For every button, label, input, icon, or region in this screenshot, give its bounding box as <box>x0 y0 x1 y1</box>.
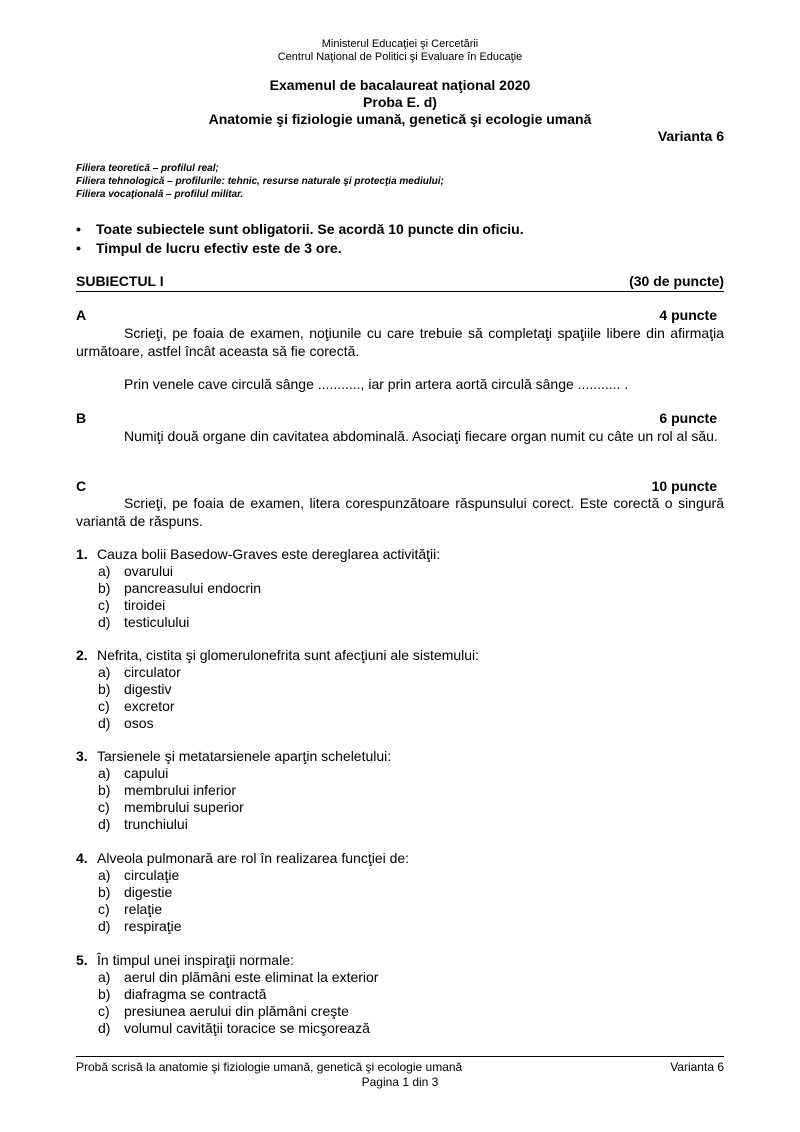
question-1 <box>76 546 440 631</box>
footer-left: Probă scrisă la anatomie şi fiziologie umană, genetică şi ecologie umană <box>76 1060 463 1074</box>
filiera-line: Filiera tehnologică – profilurile: tehnic, resurse naturale şi protecţia mediului; <box>76 176 444 187</box>
answer-option: a) ovarului <box>98 563 174 579</box>
question-number: 1. <box>76 546 88 562</box>
filiera-line: Filiera teoretică – profilul real; <box>76 163 219 174</box>
exam-title: Examenul de bacalaureat naţional 2020 <box>269 77 531 93</box>
question-text: Tarsienele şi metatarsienele aparţin scheletului: <box>97 748 392 764</box>
answer-option: a) aerul din plămâni este eliminat la exterior <box>98 969 379 985</box>
subject-title: Anatomie şi fiziologie umană, genetică şi ecologie umană <box>208 111 592 127</box>
answer-option: b) pancreasului endocrin <box>98 580 261 596</box>
question-3 <box>76 748 391 833</box>
section-c-text: Scrieţi, pe foaia de examen, litera corespunzătoare răspunsului corect. Este corectă o singură variantă de răspuns. <box>76 495 724 529</box>
bullet-icon: • <box>76 221 81 237</box>
instruction-item <box>76 239 524 258</box>
section-b-text: Numiţi două organe din cavitatea abdominală. Asociaţi fiecare organ numit cu câte un rol al său. <box>124 428 718 444</box>
ministry-name: Ministerul Educaţiei şi Cercetării <box>321 38 479 50</box>
answer-option: b) digestiv <box>98 681 172 697</box>
proba-title: Proba E. d) <box>363 94 437 110</box>
center-name: Centrul Naţional de Politici şi Evaluare în Educaţie <box>277 51 523 63</box>
section-c-points: 10 puncte <box>651 478 717 494</box>
answer-option: a) circulator <box>98 664 181 680</box>
answer-option: d) testiculului <box>98 614 190 630</box>
question-text: Nefrita, cistita şi glomerulonefrita sunt afecţiuni ale sistemului: <box>97 647 480 663</box>
subject-heading <box>76 273 724 292</box>
answer-option: c) excretor <box>98 698 175 714</box>
variant-label: Varianta 6 <box>657 128 724 144</box>
question-number: 4. <box>76 850 88 866</box>
page-number: Pagina 1 din 3 <box>361 1075 439 1089</box>
answer-option: c) tiroidei <box>98 597 166 613</box>
question-number: 5. <box>76 952 88 968</box>
question-text: Cauza bolii Basedow-Graves este dereglarea activităţii: <box>97 546 441 562</box>
instruction-text: Timpul de lucru efectiv este de 3 ore. <box>96 240 342 256</box>
answer-option: a) circulaţie <box>98 867 180 883</box>
answer-option: b) digestie <box>98 884 173 900</box>
question-text: În timpul unei inspiraţii normale: <box>97 952 294 968</box>
section-a-letter: A <box>76 307 87 323</box>
question-text: Alveola pulmonară are rol în realizarea funcţiei de: <box>97 850 410 866</box>
footer-variant: Varianta 6 <box>670 1060 724 1074</box>
answer-option: d) respiraţie <box>98 918 182 934</box>
question-number: 3. <box>76 748 88 764</box>
answer-option: c) membrului superior <box>98 799 244 815</box>
instructions-list <box>76 220 524 258</box>
section-a-points: 4 puncte <box>659 307 717 323</box>
answer-option: c) presiunea aerului din plămâni creşte <box>98 1003 349 1019</box>
section-a-statement: Prin venele cave circulă sânge ..........., iar prin artera aortă circulă sânge ........... . <box>124 376 629 392</box>
answer-option: d) volumul cavităţii toracice se micşorează <box>98 1020 370 1036</box>
section-b-letter: B <box>76 410 87 426</box>
subject-title: SUBIECTUL I <box>76 273 164 289</box>
section-c-letter: C <box>76 478 87 494</box>
answer-option: b) diafragma se contractă <box>98 986 267 1002</box>
question-4 <box>76 850 409 935</box>
filiera-line: Filiera vocaţională – profilul militar. <box>76 189 244 200</box>
question-5 <box>76 952 378 1037</box>
instruction-text: Toate subiectele sunt obligatorii. Se acordă 10 puncte din oficiu. <box>96 221 524 237</box>
answer-option: d) osos <box>98 715 154 731</box>
section-b-points: 6 puncte <box>659 410 717 426</box>
answer-option: c) relaţie <box>98 901 163 917</box>
bullet-icon: • <box>76 240 81 256</box>
subject-points: (30 de puncte) <box>629 273 724 289</box>
question-number: 2. <box>76 647 88 663</box>
answer-option: b) membrului inferior <box>98 782 237 798</box>
question-2 <box>76 647 479 732</box>
answer-option: d) trunchiului <box>98 816 188 832</box>
section-a-text: Scrieţi, pe foaia de examen, noţiunile cu care trebuie să completaţi spaţiile libere din afirmaţia următoare, astfel încât aceasta să fie corectă. <box>76 325 724 359</box>
answer-option: a) capului <box>98 765 169 781</box>
instruction-item <box>76 220 524 239</box>
footer <box>76 1060 724 1074</box>
footer-divider <box>76 1056 724 1057</box>
